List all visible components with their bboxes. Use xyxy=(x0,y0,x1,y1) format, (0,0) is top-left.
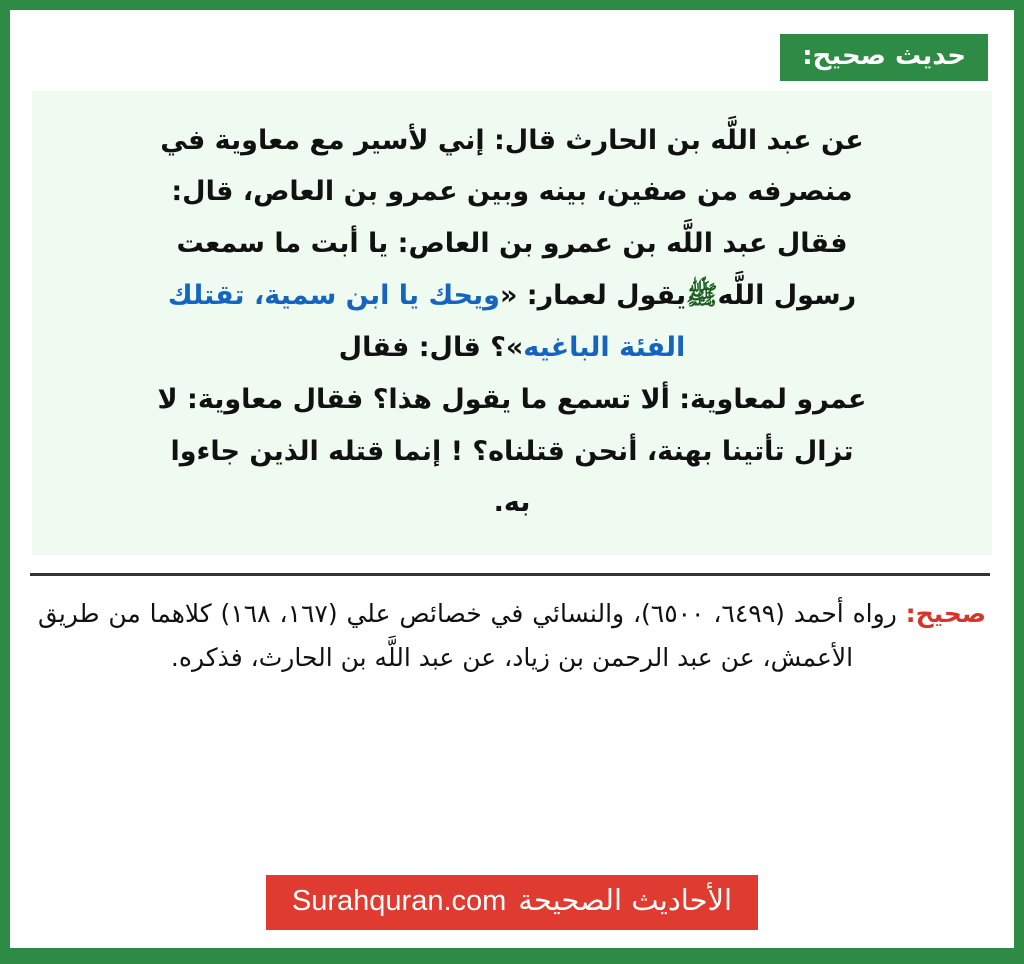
sallallahu-alayhi-wasallam-icon: ﷺ xyxy=(686,281,718,312)
section-divider xyxy=(30,573,990,576)
takhrij-source-text: رواه أحمد (٦٤٩٩، ٦٥٠٠)، والنسائي في خصائص علي (١٦٧، ١٦٨) كلاهما من طريق الأعمش، عن عبد الرحمن بن زياد، عن عبد اللَّه بن الحارث، فذكره. xyxy=(38,599,906,673)
hadith-highlight-part-1: ويحك يا ابن سمية، تقتلك xyxy=(167,280,500,312)
takhrij-grade-label: صحيح: xyxy=(905,599,987,629)
hadith-line-6: عمرو لمعاوية: ألا تسمع ما يقول هذا؟ فقال معاوية: لا xyxy=(157,383,867,415)
hadith-line-4-middle: يقول لعمار: « xyxy=(499,280,687,312)
hadith-line-7: تزال تأتينا بهنة، أنحن قتلناه؟ ! إنما قتله الذين جاءوا xyxy=(170,435,854,467)
page-content xyxy=(10,10,1014,948)
hadith-grade-badge: حديث صحيح: xyxy=(780,34,988,81)
hadith-line-3: فقال عبد اللَّه بن عمرو بن العاص: يا أبت ما سمعت xyxy=(176,228,848,260)
footer-website-link[interactable]: Surahquran.com xyxy=(291,884,507,917)
hadith-highlight-part-2: الفئة الباغيه xyxy=(523,331,686,363)
hadith-text-block xyxy=(32,91,992,556)
hadith-line-2: منصرفه من صفين، بينه وبين عمرو بن العاص، قال: xyxy=(171,176,853,208)
takhrij-paragraph xyxy=(32,592,992,680)
hadith-line-8: به. xyxy=(493,487,531,519)
hadith-line-1: عن عبد اللَّه بن الحارث قال: إني لأسير مع معاوية في xyxy=(160,124,864,156)
hadith-paragraph xyxy=(58,115,966,530)
footer-row xyxy=(32,875,992,938)
header-row xyxy=(32,34,988,81)
hadith-line-4-prefix: رسول اللَّه xyxy=(717,280,857,312)
hadith-line-5-suffix: »؟ قال: فقال xyxy=(338,331,524,363)
footer-title: الأحاديث الصحيحة xyxy=(518,882,733,917)
footer-badge[interactable] xyxy=(266,875,758,930)
